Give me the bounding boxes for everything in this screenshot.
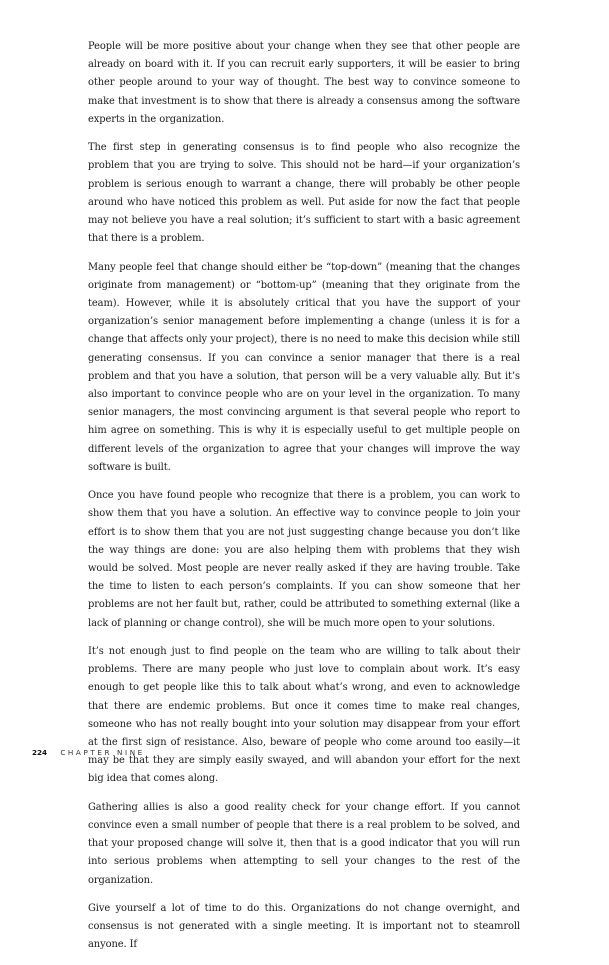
- paragraph-2: The first step in generating consensus is to find people who also recognize the problem that you are trying to solve. This should not be hard—if your organization’s problem is serious enough to warrant a change, there will probably be other people around who have noticed this problem as well. Put aside for now the fact that people may not believe you have a real solution; it’s sufficient to start with a basic agreement that there is a problem.: [88, 142, 520, 245]
- paragraph-6: Gathering allies is also a good reality check for your change effort. If you cannot convince even a small number of people that there is a real problem to be solved, and that your proposed change will solve it, then that is a good indicator that you will run into serious problems when attempting to sell your changes to the rest of the organization.: [88, 801, 520, 886]
- paragraph-1: People will be more positive about your change when they see that other people are already on board with it. If you can recruit early supporters, it will be easier to bring other people around to your way of thought. The best way to convince someone to make that investment is to show that there is already a consensus among the software experts in the organization.: [88, 41, 520, 125]
- page-footer: [32, 748, 145, 758]
- paragraph-3: Many people feel that change should either be “top-down” (meaning that the changes originate from management) or “bottom-up” (meaning that they originate from the team). However, while it is absolutely critical that you have the support of your organization’s senior management before implementing a change (unless it is for a change that affects only your project), there is no need to make this decision while still generating consensus. If you can convince a senior manager that there is a real problem and that you have a solution, that person will be a very valuable ally. But it’s also important to convince people who are on your level in the organization. To many senior managers, the most convincing argument is that several people who report to him agree on something. This is why it is especially useful to get multiple people on different levels of the organization to agree that your changes will improve the way software is built.: [88, 261, 520, 473]
- paragraph-4: Once you have found people who recognize that there is a problem, you can work to show them that you have a solution. An effective way to convince people to join your effort is to show them that you are not just suggesting change because you don’t like the way things are done: you are also helping them with problems that they wish would be solved. Most people are never really asked if they are having trouble. Take the time to listen to each person’s complaints. If you can show someone that her problems are not her fault but, rather, could be attributed to something external (like a lack of planning or change control), she will be much more open to your solutions.: [88, 490, 520, 629]
- page-number: 224: [32, 748, 48, 757]
- paragraph-7: Give yourself a lot of time to do this. Organizations do not change overnight, and consensus is not generated with a single meeting. It is important not to steamroll anyone. If: [88, 903, 520, 951]
- paragraph-5: It’s not enough just to find people on the team who are willing to talk about their problems. There are many people who just love to complain about work. It’s easy enough to get people like this to talk about what’s wrong, and even to acknowledge that there are endemic problems. But once it comes time to make real changes, someone who has not really bought into your solution may disappear from your effort at the first sign of resistance. Also, beware of people who come around too easily—it may be that they are simply easily swayed, and will abandon your effort for the next big idea that comes along.: [88, 646, 520, 785]
- page-body: [88, 38, 520, 965]
- chapter-label: CHAPTER NINE: [60, 748, 145, 757]
